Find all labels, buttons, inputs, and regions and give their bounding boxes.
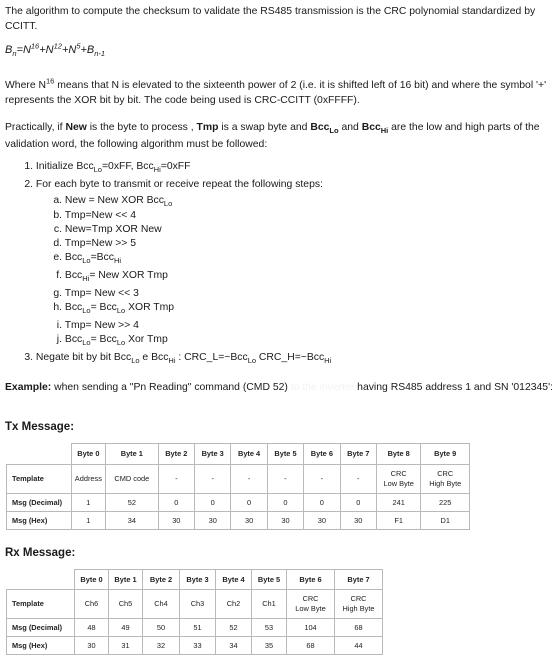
- table-cell: 32: [143, 637, 180, 655]
- table-cell: 35: [252, 637, 287, 655]
- table-cell: -: [158, 465, 194, 494]
- table-cell: 50: [143, 619, 180, 637]
- table-cell: 0: [158, 494, 194, 512]
- row-label: Msg (Decimal): [7, 619, 75, 637]
- table-row: [7, 637, 383, 655]
- table-cell: 33: [180, 637, 216, 655]
- table-cell: 52: [106, 494, 159, 512]
- table-cell: CRC High Byte: [421, 465, 470, 494]
- table-cell: 34: [216, 637, 252, 655]
- step-3: 3. Negate bit by bit Bcc$_{Lo}$ e Bcc$_{Hi}$ : CRC_L=~Bcc$_{Lo}$ CRC_H=~Bcc$_{Hi}$: [24, 352, 332, 366]
- table-cell: 52: [216, 619, 252, 637]
- table-cell: 104: [287, 619, 335, 637]
- step-2a: a. New = New XOR Bcc$_{Lo}$: [53, 195, 173, 209]
- table-cell: 30: [340, 512, 376, 530]
- step-2h: h. Bcc$_{Lo}$= Bcc$_{Lo}$ XOR Tmp: [53, 302, 175, 316]
- column-header: Byte 3: [180, 570, 216, 590]
- table-corner: [7, 444, 72, 465]
- table-cell: 48: [75, 619, 109, 637]
- table-row: [7, 619, 383, 637]
- step-2b: b. Tmp=New << 4: [53, 210, 137, 221]
- column-header: Byte 0: [71, 444, 105, 465]
- table-cell: 0: [340, 494, 376, 512]
- table-cell: 51: [180, 619, 216, 637]
- table-cell: 0: [267, 494, 303, 512]
- table-cell: 241: [376, 494, 420, 512]
- rx-message-table: [6, 569, 383, 655]
- table-cell: 31: [109, 637, 143, 655]
- column-header: Byte 7: [340, 444, 376, 465]
- table-cell: -: [231, 465, 267, 494]
- step-2d: d. Tmp=New >> 5: [53, 238, 137, 249]
- table-cell: -: [195, 465, 231, 494]
- table-cell: Ch1: [252, 590, 287, 619]
- crc-formula: $B_n=N^{16}+N^{12}+N^5+B_{n-1}$: [5, 41, 106, 59]
- intro-paragraph: The algorithm to compute the checksum to validate the RS485 transmission is the CRC polynomial standardized by CCITT.: [5, 6, 536, 32]
- row-label: Template: [7, 465, 72, 494]
- table-corner: [7, 570, 75, 590]
- column-header: Byte 9: [421, 444, 470, 465]
- table-cell: 0: [195, 494, 231, 512]
- table-cell: 44: [335, 637, 383, 655]
- step-2c: c. New=Tmp XOR New: [53, 224, 162, 235]
- step-2f: f. Bcc$_{Hi}$= New XOR Tmp: [56, 270, 168, 284]
- table-cell: Ch6: [75, 590, 109, 619]
- column-header: Byte 6: [287, 570, 335, 590]
- column-header: Byte 0: [75, 570, 109, 590]
- column-header: Byte 5: [252, 570, 287, 590]
- table-cell: 1: [71, 494, 105, 512]
- step-2i: i. Tmp= New >> 4: [56, 320, 139, 331]
- table-cell: CRC Low Byte: [287, 590, 335, 619]
- table-cell: 30: [304, 512, 340, 530]
- table-cell: 1: [71, 512, 105, 530]
- table-cell: 0: [231, 494, 267, 512]
- table-cell: -: [267, 465, 303, 494]
- row-label: Msg (Decimal): [7, 494, 72, 512]
- table-cell: 30: [267, 512, 303, 530]
- table-cell: Ch5: [109, 590, 143, 619]
- example-paragraph: Example: when sending a "Pn Reading" command (CMD 52) to the inverter having RS485 address 1 and SN '012345':: [5, 382, 553, 393]
- table-cell: -: [340, 465, 376, 494]
- column-header: Byte 2: [143, 570, 180, 590]
- row-label: Template: [7, 590, 75, 619]
- table-cell: 68: [335, 619, 383, 637]
- table-cell: 30: [158, 512, 194, 530]
- table-row: [7, 590, 383, 619]
- column-header: Byte 2: [158, 444, 194, 465]
- table-cell: Address: [71, 465, 105, 494]
- table-cell: CRC Low Byte: [376, 465, 420, 494]
- table-cell: 49: [109, 619, 143, 637]
- column-header: Byte 8: [376, 444, 420, 465]
- column-header: Byte 7: [335, 570, 383, 590]
- rx-title: Rx Message:: [5, 547, 76, 559]
- step-2e: e. Bcc$_{Lo}$=Bcc$_{Hi}$: [53, 252, 122, 266]
- column-header: Byte 1: [109, 570, 143, 590]
- table-cell: 34: [106, 512, 159, 530]
- table-cell: 30: [75, 637, 109, 655]
- table-cell: CMD code: [106, 465, 159, 494]
- row-label: Msg (Hex): [7, 637, 75, 655]
- table-row: [7, 465, 470, 494]
- table-cell: D1: [421, 512, 470, 530]
- table-cell: 30: [195, 512, 231, 530]
- table-cell: 225: [421, 494, 470, 512]
- tx-message-table: [6, 443, 470, 530]
- column-header: Byte 1: [106, 444, 159, 465]
- table-row: [7, 512, 470, 530]
- table-cell: 53: [252, 619, 287, 637]
- column-header: Byte 4: [216, 570, 252, 590]
- table-cell: Ch3: [180, 590, 216, 619]
- row-label: Msg (Hex): [7, 512, 72, 530]
- where-paragraph: Where $N^{16}$ means that N is elevated to the sixteenth power of 2 (i.e. it is shifted left of 16 bit) and where the symbol '+' represents the XOR bit by bit. The code being used is CRC-CCITT (0xFFFF).: [5, 76, 547, 106]
- table-cell: -: [304, 465, 340, 494]
- table-cell: Ch2: [216, 590, 252, 619]
- column-header: Byte 3: [195, 444, 231, 465]
- table-cell: CRC High Byte: [335, 590, 383, 619]
- tx-title: Tx Message:: [5, 421, 75, 433]
- column-header: Byte 6: [304, 444, 340, 465]
- table-cell: 0: [304, 494, 340, 512]
- step-1: 1. Initialize Bcc$_{Lo}$=0xFF, Bcc$_{Hi}$=0xFF: [24, 161, 191, 175]
- column-header: Byte 5: [267, 444, 303, 465]
- table-cell: 30: [231, 512, 267, 530]
- step-2g: g. Tmp= New << 3: [53, 288, 139, 299]
- table-row: [7, 494, 470, 512]
- table-cell: F1: [376, 512, 420, 530]
- column-header: Byte 4: [231, 444, 267, 465]
- table-cell: Ch4: [143, 590, 180, 619]
- table-cell: 68: [287, 637, 335, 655]
- practically-paragraph: Practically, if New is the byte to process , Tmp is a swap byte and Bcc$_{Lo}$ and Bcc$_{Hi}$ are the low and high parts of the validation word, the following algorithm must be followed:: [5, 122, 540, 150]
- step-2: 2. For each byte to transmit or receive repeat the following steps:: [24, 179, 323, 190]
- step-2j: j. Bcc$_{Lo}$= Bcc$_{Lo}$ Xor Tmp: [56, 334, 168, 348]
